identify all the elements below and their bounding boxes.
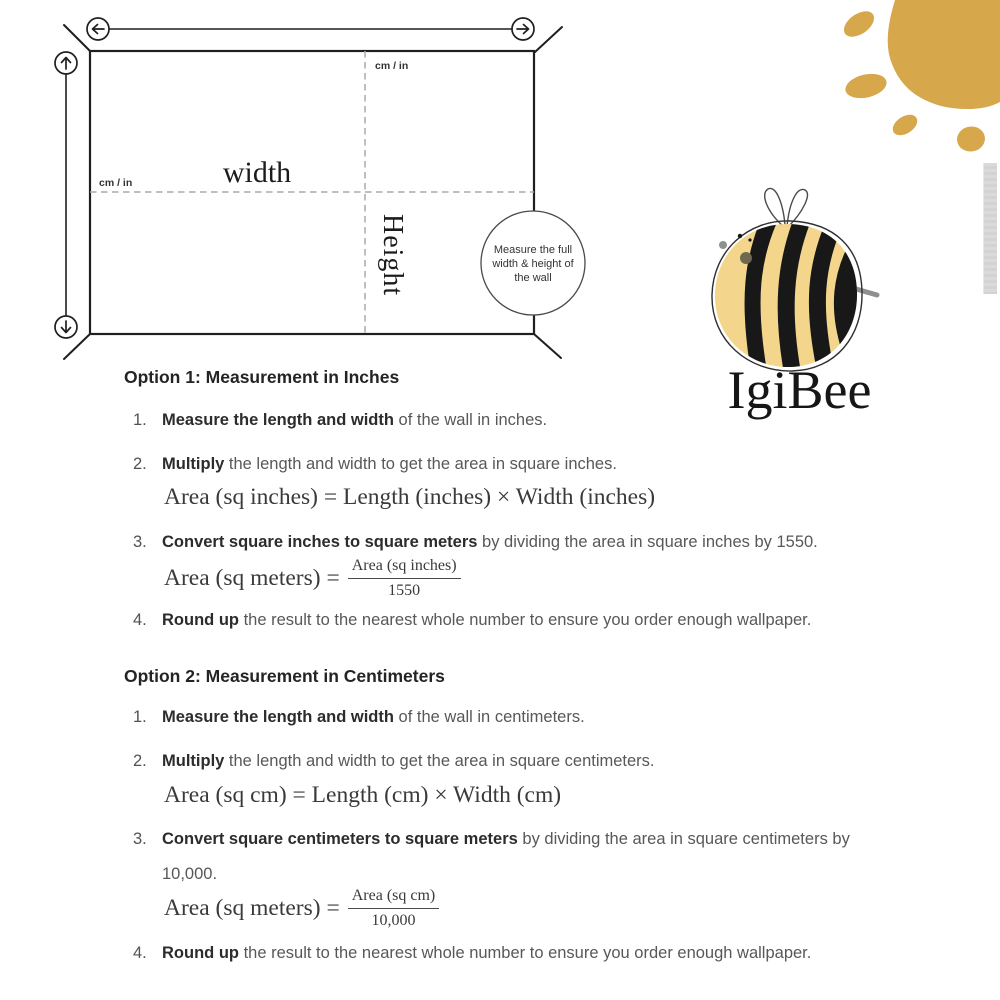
height-label: Height (377, 214, 408, 297)
arrow-left-icon (87, 18, 109, 40)
item-text: Convert square inches to square meters by dividing the area in square inches by 1550. (162, 533, 818, 551)
item-text: Round up the result to the nearest whole number to ensure you order enough wallpaper. (162, 611, 812, 629)
list-item (133, 603, 811, 638)
sun-ray (889, 111, 921, 140)
item-text: Multiply the length and width to get the area in square inches. (162, 455, 617, 473)
unit-label-top: cm / in (375, 60, 409, 72)
item-text: Measure the length and width of the wall in inches. (162, 411, 548, 429)
item-text: Round up the result to the nearest whole number to ensure you order enough wallpaper. (162, 944, 812, 962)
section-heading-centimeters: Option 2: Measurement in Centimeters (124, 666, 445, 686)
formula-lhs: Area (sq meters) = (164, 894, 340, 921)
list-item (133, 403, 547, 438)
item-number: 2. (133, 455, 147, 473)
wall-measure-diagram (0, 0, 640, 380)
note-line-1: Measure the full (493, 244, 573, 256)
fraction-numerator: Area (sq cm) (348, 886, 440, 908)
sun-illustration (820, 0, 1000, 165)
section-heading-inches: Option 1: Measurement in Inches (124, 367, 400, 387)
list-item (133, 822, 850, 892)
sun-body (888, 0, 1000, 109)
item-number: 4. (133, 611, 147, 629)
brand-logo-text: IgiBee (727, 360, 872, 420)
list-item (133, 744, 655, 779)
formula-lhs: Area (sq meters) = (164, 564, 340, 591)
arrow-right-icon (512, 18, 534, 40)
formula-area-sq-meters-cm (164, 883, 439, 933)
fraction (348, 886, 440, 929)
item-number: 1. (133, 411, 147, 429)
arrow-down-icon (55, 316, 77, 338)
unit-label-left: cm / in (99, 177, 133, 189)
fraction-denominator: 1550 (388, 581, 421, 599)
width-label: width (222, 156, 292, 189)
list-item (133, 936, 811, 971)
formula-area-sq-meters-inches (164, 553, 461, 603)
fraction (348, 556, 461, 599)
bee-stinger (856, 289, 877, 295)
list-item (133, 447, 617, 482)
fraction-denominator: 10,000 (371, 911, 416, 929)
note-line-2: width & height of (492, 258, 574, 270)
item-text: Measure the length and width of the wall in centimeters. (162, 708, 585, 726)
sun-ray (839, 6, 878, 42)
sun-ray (843, 70, 889, 102)
measure-note-bubble (481, 211, 585, 315)
item-number: 1. (133, 708, 147, 726)
bee-illustration (690, 170, 900, 385)
formula-area-sq-inches: Area (sq inches) = Length (inches) × Width (inches) (164, 484, 656, 510)
item-number: 2. (133, 752, 147, 770)
item-text: Multiply the length and width to get the area in square centimeters. (162, 752, 655, 770)
item-number: 3. (133, 533, 147, 551)
sun-ray (955, 124, 987, 153)
list-item (133, 700, 585, 735)
formula-area-sq-cm: Area (sq cm) = Length (cm) × Width (cm) (164, 782, 562, 808)
arrow-up-icon (55, 52, 77, 74)
item-number: 4. (133, 944, 147, 962)
fraction-numerator: Area (sq inches) (348, 556, 461, 578)
note-line-3: the wall (514, 272, 552, 284)
scrollbar-thumb[interactable] (983, 163, 997, 294)
item-text: Convert square centimeters to square meters by dividing the area in square centimeters by 10,000. (162, 830, 850, 883)
item-number: 3. (133, 830, 147, 848)
